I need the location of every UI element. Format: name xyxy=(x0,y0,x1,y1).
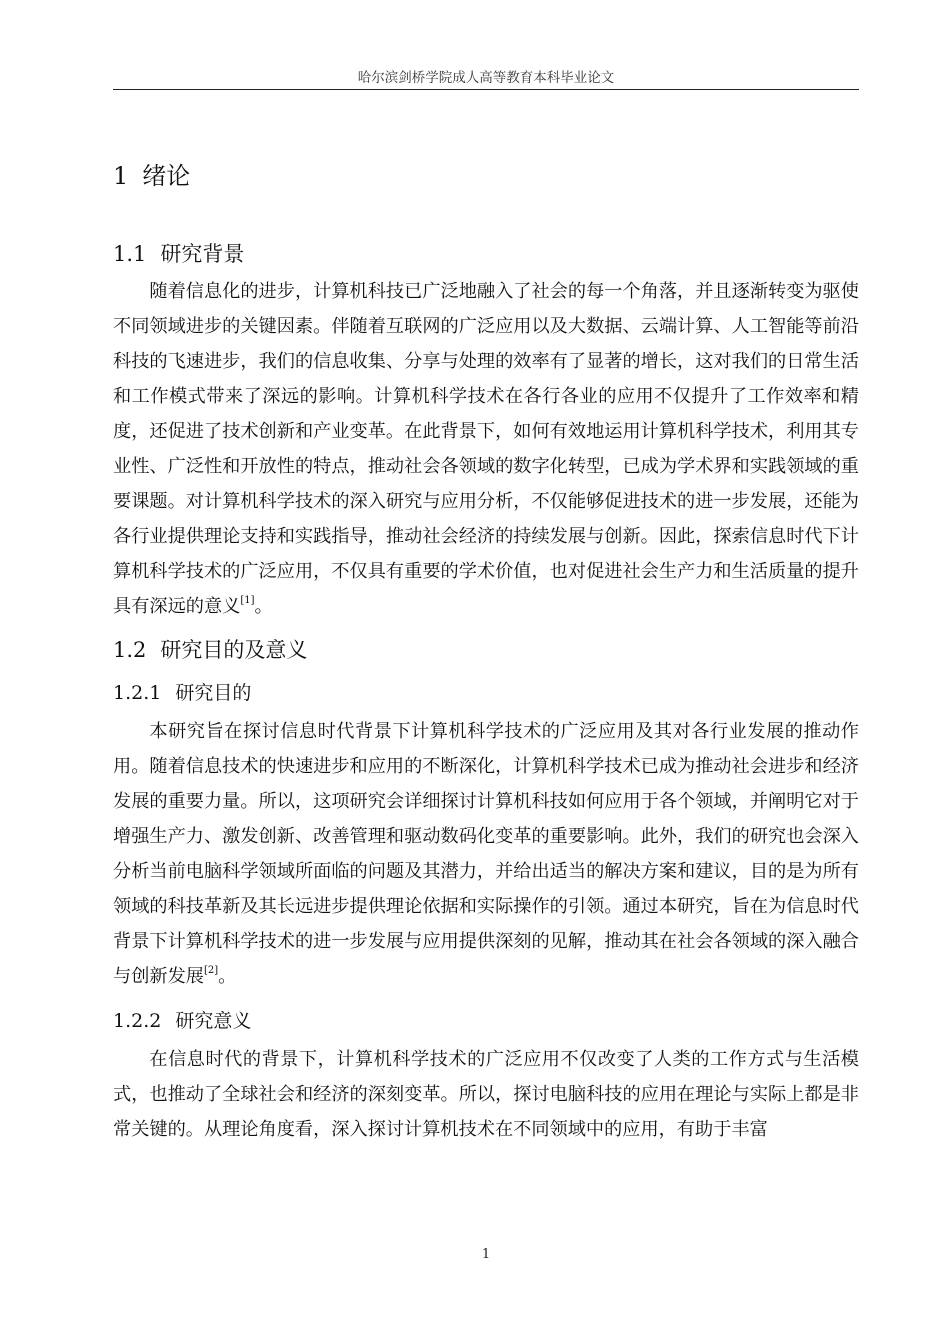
subsection-title: 研究意义 xyxy=(175,1010,252,1032)
running-header: 哈尔滨剑桥学院成人高等教育本科毕业论文 xyxy=(357,70,615,86)
page-number: 1 xyxy=(481,1247,491,1262)
section-title: 研究目的及意义 xyxy=(160,638,308,662)
subsection-heading-1-2-1 xyxy=(113,678,859,708)
subsection-title: 研究目的 xyxy=(175,682,252,704)
paragraph-significance: 在信息时代的背景下，计算机科学技术的广泛应用不仅改变了人类的工作方式与生活模式，也推动了全球社会和经济的深刻变革。所以，探讨电脑科技的应用在理论与实际上都是非常关键的。从理论角度看，深入探讨计算机技术在不同领域中的应用，有助于丰富 xyxy=(113,1049,859,1140)
paragraph-background: 随着信息化的进步，计算机科技已广泛地融入了社会的每一个角落，并且逐渐转变为驱使不同领域进步的关键因素。伴随着互联网的广泛应用以及大数据、云端计算、人工智能等前沿科技的飞速进步，我们的信息收集、分享与处理的效率有了显著的增长，这对我们的日常生活和工作模式带来了深远的影响。计算机科学技术在各行各业的应用不仅提升了工作效率和精度，还促进了技术创新和产业变革。在此背景下，如何有效地运用计算机科学技术，利用其专业性、广泛性和开放性的特点，推动社会各领域的数字化转型，已成为学术界和实践领域的重要课题。对计算机科学技术的深入研究与应用分析，不仅能够促进技术的进一步发展，还能为各行业提供理论支持和实践指导，推动社会经济的持续发展与创新。因此，探索信息时代下计算机科学技术的广泛应用，不仅具有重要的学术价值，也对促进社会生产力和生活质量的提升具有深远的意义[1]。 xyxy=(113,281,859,617)
chapter-heading xyxy=(113,158,859,194)
citation-ref: [2] xyxy=(203,964,219,976)
chapter-number: 1 xyxy=(113,162,129,190)
header-divider xyxy=(113,89,859,90)
section-heading-1-2 xyxy=(113,634,859,666)
section-number: 1.1 xyxy=(113,242,147,266)
subsection-number: 1.2.2 xyxy=(113,1010,162,1032)
chapter-title: 绪论 xyxy=(142,162,191,190)
citation-ref: [1] xyxy=(240,594,255,606)
subsection-number: 1.2.1 xyxy=(113,682,162,704)
subsection-heading-1-2-2 xyxy=(113,1006,859,1036)
section-number: 1.2 xyxy=(113,638,147,662)
section-heading-1-1 xyxy=(113,238,859,270)
paragraph-purpose: 本研究旨在探讨信息时代背景下计算机科学技术的广泛应用及其对各行业发展的推动作用。随着信息技术的快速进步和应用的不断深化，计算机科学技术已成为推动社会进步和经济发展的重要力量。所以，这项研究会详细探讨计算机科技如何应用于各个领域，并阐明它对于增强生产力、激发创新、改善管理和驱动数码化变革的重要影响。此外，我们的研究也会深入分析当前电脑科学领域所面临的问题及其潜力，并给出适当的解决方案和建议，目的是为所有领域的科技革新及其长远进步提供理论依据和实际操作的引领。通过本研究，旨在为信息时代背景下计算机科学技术的进一步发展与应用提供深刻的见解，推动其在社会各领域的深入融合与创新发展[2]。 xyxy=(113,721,859,987)
page-body xyxy=(113,150,859,1147)
section-title: 研究背景 xyxy=(160,242,245,266)
